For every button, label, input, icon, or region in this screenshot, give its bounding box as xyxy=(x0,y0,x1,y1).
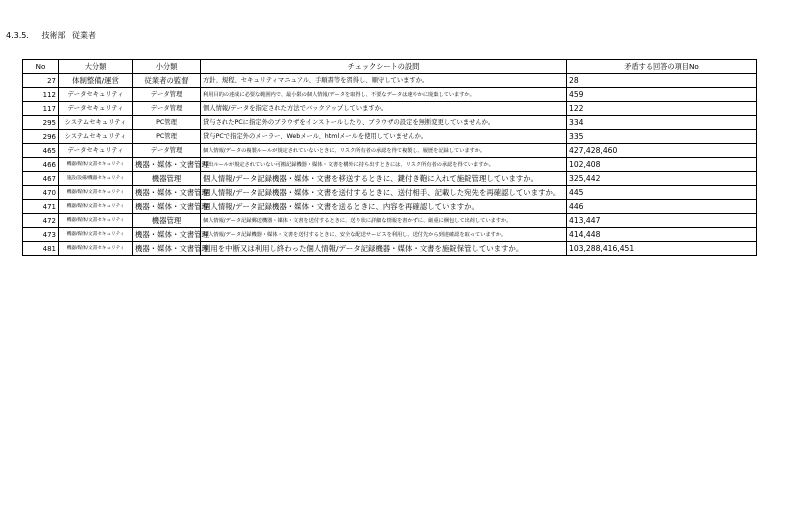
section-number: 4.3.5. xyxy=(6,31,29,40)
question-cell: 利用を中断又は利用し終わった個人情報/データ記録機器・媒体・文書を施錠保管していますか。 xyxy=(201,242,567,256)
question-cell: 個人情報/データ記録機器・媒体・文書を移送するときに、鍵付き鞄に入れて施錠管理していますか。 xyxy=(201,172,567,186)
table-row xyxy=(23,116,757,130)
table-row xyxy=(23,200,757,214)
major-category-cell: 施設/設備/機器セキュリティ xyxy=(59,172,133,186)
major-category-cell: データセキュリティ xyxy=(59,102,133,116)
row-number-cell: 296 xyxy=(23,130,59,144)
row-number-cell: 473 xyxy=(23,228,59,242)
question-cell: 持出ルールが規定されていない可搬記録機器・媒体・文書を構外に持ち出すときには、リスク所有者の承認を得ていますか。 xyxy=(201,158,567,172)
column-header-question: チェックシートの設問 xyxy=(201,60,567,74)
question-cell: 貸与されたPCに指定外のブラウザをインストールしたり、ブラウザの設定を無断変更していませんか。 xyxy=(201,116,567,130)
minor-category-cell: データ管理 xyxy=(133,102,201,116)
major-category-cell: 機器/媒体/文書セキュリティ xyxy=(59,214,133,228)
question-cell: 個人情報/データ記録機器・媒体・文書を送るときに、内容を再確認していますか。 xyxy=(201,200,567,214)
minor-category-cell: 機器管理 xyxy=(133,214,201,228)
contradicting-answers-cell: 459 xyxy=(567,88,757,102)
major-category-cell: 機器/媒体/文書セキュリティ xyxy=(59,242,133,256)
row-number-cell: 466 xyxy=(23,158,59,172)
question-cell: 個人情報/データ記録機器・媒体・文書を送付するときに、安全な配送サービスを利用し、送付先から到達確認を取っていますか。 xyxy=(201,228,567,242)
table-row xyxy=(23,172,757,186)
row-number-cell: 472 xyxy=(23,214,59,228)
major-category-cell: 体制整備/運営 xyxy=(59,74,133,88)
minor-category-cell: 機器・媒体・文書管理 xyxy=(133,200,201,214)
contradicting-answers-cell: 446 xyxy=(567,200,757,214)
table-row xyxy=(23,130,757,144)
contradicting-answers-cell: 413,447 xyxy=(567,214,757,228)
row-number-cell: 470 xyxy=(23,186,59,200)
contradicting-answers-cell: 427,428,460 xyxy=(567,144,757,158)
major-category-cell: データセキュリティ xyxy=(59,144,133,158)
major-category-cell: 機器/媒体/文書セキュリティ xyxy=(59,186,133,200)
row-number-cell: 467 xyxy=(23,172,59,186)
table-row xyxy=(23,186,757,200)
row-number-cell: 117 xyxy=(23,102,59,116)
column-header-no: No xyxy=(23,60,59,74)
check-sheet-table xyxy=(22,59,757,256)
contradicting-answers-cell: 334 xyxy=(567,116,757,130)
section-heading xyxy=(6,31,96,41)
table-row xyxy=(23,102,757,116)
question-cell: 個人情報/データの複製ルールが規定されていないときに、リスク所有者の承認を得て複製し、履歴を記録していますか。 xyxy=(201,144,567,158)
minor-category-cell: 機器管理 xyxy=(133,172,201,186)
table-row xyxy=(23,214,757,228)
minor-category-cell: データ管理 xyxy=(133,88,201,102)
minor-category-cell: PC管理 xyxy=(133,116,201,130)
major-category-cell: システムセキュリティ xyxy=(59,130,133,144)
question-cell: 個人情報/データを指定された方法でバックアップしていますか。 xyxy=(201,102,567,116)
row-number-cell: 27 xyxy=(23,74,59,88)
major-category-cell: 機器/媒体/文書セキュリティ xyxy=(59,228,133,242)
minor-category-cell: 従業者の監督 xyxy=(133,74,201,88)
row-number-cell: 471 xyxy=(23,200,59,214)
question-cell: 個人情報/データ記録機器・媒体・文書を送付するときに、送付相手、記載した宛先を再確認していますか。 xyxy=(201,186,567,200)
major-category-cell: システムセキュリティ xyxy=(59,116,133,130)
minor-category-cell: PC管理 xyxy=(133,130,201,144)
contradicting-answers-cell: 122 xyxy=(567,102,757,116)
row-number-cell: 465 xyxy=(23,144,59,158)
contradicting-answers-cell: 445 xyxy=(567,186,757,200)
contradicting-answers-cell: 335 xyxy=(567,130,757,144)
question-cell: 方針、規程、セキュリティマニュアル、手順書等を習得し、順守していますか。 xyxy=(201,74,567,88)
column-header-contradicting-answers: 矛盾する回答の項目No xyxy=(567,60,757,74)
row-number-cell: 112 xyxy=(23,88,59,102)
role-label: 従業者 xyxy=(72,31,96,40)
minor-category-cell: 機器・媒体・文書管理 xyxy=(133,242,201,256)
major-category-cell: データセキュリティ xyxy=(59,88,133,102)
table-row xyxy=(23,228,757,242)
contradicting-answers-cell: 325,442 xyxy=(567,172,757,186)
table-body xyxy=(23,74,757,256)
minor-category-cell: 機器・媒体・文書管理 xyxy=(133,228,201,242)
department-label: 技術部 xyxy=(41,31,66,40)
table-row xyxy=(23,88,757,102)
table-row xyxy=(23,242,757,256)
row-number-cell: 481 xyxy=(23,242,59,256)
major-category-cell: 機器/媒体/文書セキュリティ xyxy=(59,158,133,172)
row-number-cell: 295 xyxy=(23,116,59,130)
contradicting-answers-cell: 103,288,416,451 xyxy=(567,242,757,256)
table-row xyxy=(23,74,757,88)
minor-category-cell: データ管理 xyxy=(133,144,201,158)
contradicting-answers-cell: 28 xyxy=(567,74,757,88)
column-header-major-category: 大分類 xyxy=(59,60,133,74)
table-header-row xyxy=(23,60,757,74)
column-header-minor-category: 小分類 xyxy=(133,60,201,74)
question-cell: 利用目的の達成に必要な範囲内で、最小限の個人情報/データを取得し、不要なデータは速やかに廃棄していますか。 xyxy=(201,88,567,102)
question-cell: 個人情報/データ記録郵送機器・媒体・文書を送付するときに、送り状に詳細な情報を書かずに、厳重に梱包して出荷していますか。 xyxy=(201,214,567,228)
question-cell: 貸与PCで指定外のメーラー、Webメール、htmlメールを使用していませんか。 xyxy=(201,130,567,144)
table-row xyxy=(23,144,757,158)
minor-category-cell: 機器・媒体・文書管理 xyxy=(133,158,201,172)
contradicting-answers-cell: 102,408 xyxy=(567,158,757,172)
contradicting-answers-cell: 414,448 xyxy=(567,228,757,242)
major-category-cell: 機器/媒体/文書セキュリティ xyxy=(59,200,133,214)
table-row xyxy=(23,158,757,172)
minor-category-cell: 機器・媒体・文書管理 xyxy=(133,186,201,200)
